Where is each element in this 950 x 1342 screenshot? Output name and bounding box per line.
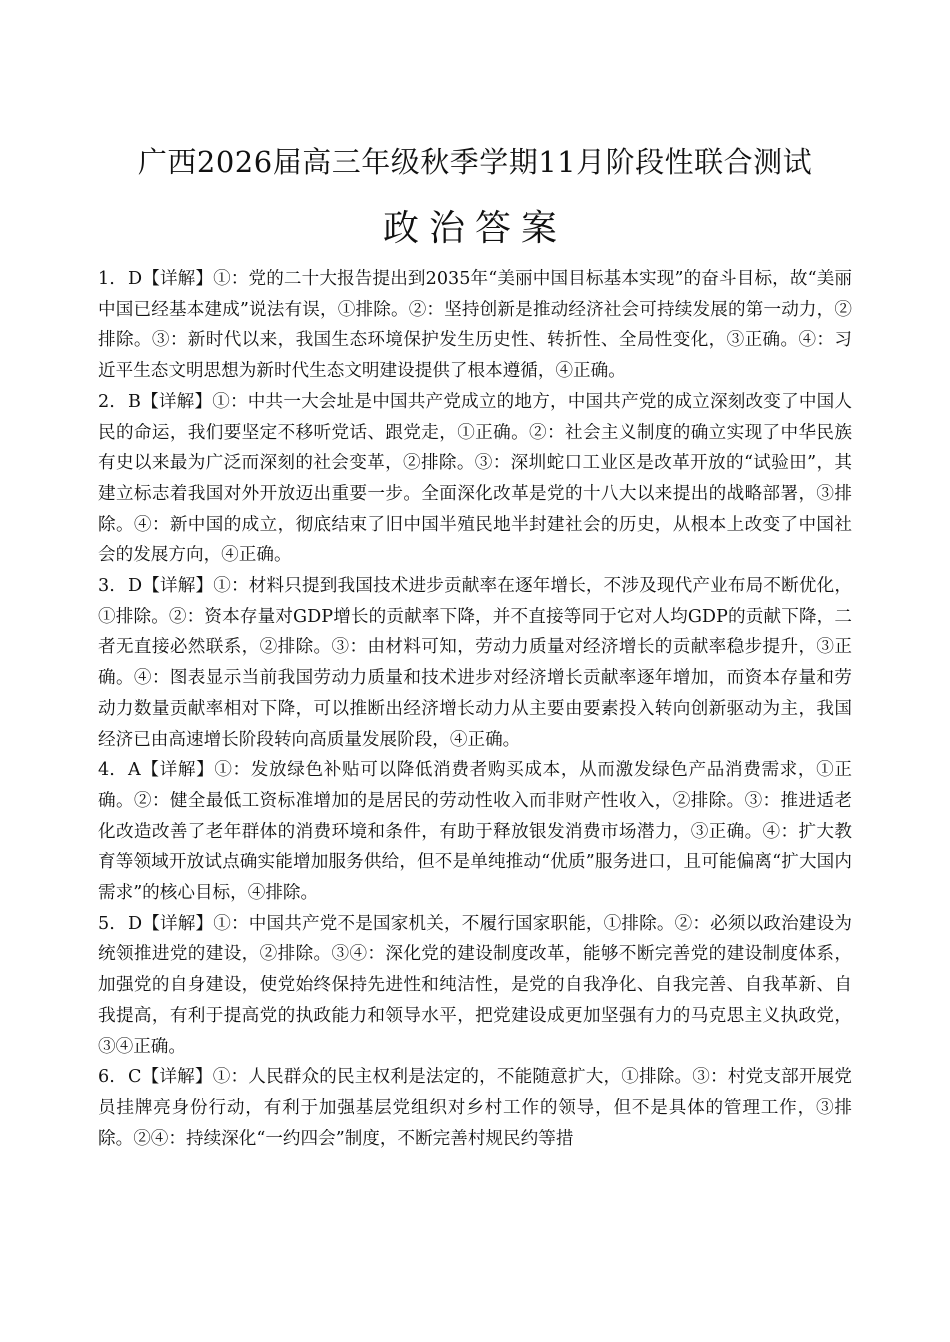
answer-item-3 xyxy=(98,571,852,755)
question-number: 3. xyxy=(98,576,115,597)
explanation-text: 【详解】①：材料只提到我国技术进步贡献率在逐年增长，不涉及现代产业布局不断优化，①排除。②：资本存量对GDP增长的贡献率下降，并不直接等同于它对人均GDP的贡献下降，二者无直接必然联系，②排除。③：由材料可知，劳动力质量对经济增长的贡献率稳步提升，③正确。④：图表显示当前我国劳动力质量和技术进步对经济增长贡献率逐年增加，而资本存量和劳动力数量贡献率相对下降，可以推断出经济增长动力从主要由要素投入转向创新驱动为主，我国经济已由高速增长阶段转向高质量发展阶段，④正确。 xyxy=(98,576,852,750)
answer-letter: D xyxy=(128,913,143,934)
question-number: 5. xyxy=(98,913,115,934)
answer-item-5 xyxy=(98,909,852,1063)
answer-letter: D xyxy=(128,576,143,597)
question-number: 6. xyxy=(98,1067,115,1088)
answer-item-6 xyxy=(98,1062,852,1154)
answer-letter: B xyxy=(128,391,141,412)
question-number: 2. xyxy=(98,391,115,412)
explanation-text: 【详解】①：党的二十大报告提出到2035年“美丽中国目标基本实现”的奋斗目标，故“美丽中国已经基本建成”说法有误，①排除。②：坚持创新是推动经济社会可持续发展的第一动力，②排除。③：新时代以来，我国生态环境保护发生历史性、转折性、全局性变化，③正确。④：习近平生态文明思想为新时代生态文明建设提供了根本遵循，④正确。 xyxy=(98,269,852,382)
explanation-text: 【详解】①：中共一大会址是中国共产党成立的地方，中国共产党的成立深刻改变了中国人民的命运，我们要坚定不移听党话、跟党走，①正确。②：社会主义制度的确立实现了中华民族有史以来最为广泛而深刻的社会变革，②排除。③：深圳蛇口工业区是改革开放的“试验田”，其建立标志着我国对外开放迈出重要一步。全面深化改革是党的十八大以来提出的战略部署，③排除。④：新中国的成立，彻底结束了旧中国半殖民地半封建社会的历史，从根本上改变了中国社会的发展方向，④正确。 xyxy=(98,391,852,566)
answer-item-4 xyxy=(98,755,852,909)
answer-list xyxy=(98,264,852,1154)
question-number: 1. xyxy=(98,269,115,289)
answer-item-2 xyxy=(98,387,852,571)
page-title: 广西2026届高三年级秋季学期11月阶段性联合测试 xyxy=(137,145,813,179)
question-number: 4. xyxy=(98,760,115,781)
explanation-text: 【详解】①：人民群众的民主权利是法定的，不能随意扩大，①排除。③：村党支部开展党员挂牌亮身份行动，有利于加强基层党组织对乡村工作的领导，但不是具体的管理工作，③排除。②④：持续深化“一约四会”制度，不断完善村规民约等措 xyxy=(98,1067,852,1149)
answer-letter: A xyxy=(128,760,141,781)
explanation-text: 【详解】①：中国共产党不是国家机关，不履行国家职能，①排除。②：必须以政治建设为统领推进党的建设，②排除。③④：深化党的建设制度改革，能够不断完善党的建设制度体系，加强党的自身建设，使党始终保持先进性和纯洁性，是党的自我净化、自我完善、自我革新、自我提高，有利于提高党的执政能力和领导水平，把党建设成更加坚强有力的马克思主义执政党，③④正确。 xyxy=(98,913,852,1057)
answer-item-1 xyxy=(98,264,852,387)
answer-letter: D xyxy=(128,269,143,289)
page-subtitle: 政治答案 xyxy=(382,208,567,249)
answer-letter: C xyxy=(128,1067,142,1088)
explanation-text: 【详解】①：发放绿色补贴可以降低消费者购买成本，从而激发绿色产品消费需求，①正确。②：健全最低工资标准增加的是居民的劳动性收入而非财产性收入，②排除。③：推进适老化改造改善了老年群体的消费环境和条件，有助于释放银发消费市场潜力，③正确。④：扩大教育等领域开放试点确实能增加服务供给，但不是单纯推动“优质”服务进口，且可能偏离“扩大国内需求”的核心目标，④排除。 xyxy=(98,760,852,904)
